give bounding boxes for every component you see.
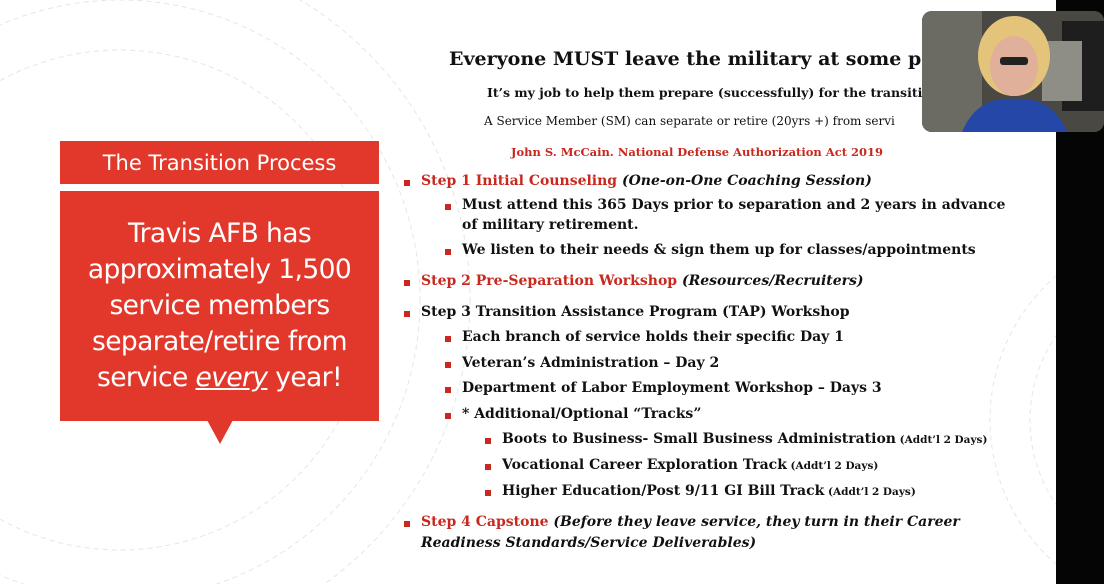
track-item — [502, 483, 916, 499]
step-bullet — [404, 521, 410, 527]
callout-text: service — [96, 362, 196, 393]
callout-line: separate/retire from — [91, 326, 347, 357]
step-1-item: We listen to their needs & sign them up for classes/appointments — [462, 242, 976, 258]
track-name: Vocational Career Exploration Track — [502, 457, 787, 473]
step-4-label: Step 4 Capstone — [421, 514, 549, 530]
step-4-detail: (Before they leave service, they turn in their Career — [548, 514, 960, 530]
item-bullet — [445, 336, 451, 342]
track-bullet — [485, 464, 491, 470]
step-1-item: Must attend this 365 Days prior to separation and 2 years in advance — [462, 197, 1006, 213]
callout-line: service members — [109, 290, 330, 321]
callout-line: approximately 1,500 — [87, 254, 352, 285]
track-note: (Addt’l 2 Days) — [824, 486, 916, 498]
track-name: Higher Education/Post 9/11 GI Bill Track — [502, 483, 825, 499]
slide-subtitle: It’s my job to help them prepare (successfully) for the transiti — [487, 85, 923, 100]
step-2-label: Step 2 Pre-Separation Workshop — [421, 273, 678, 289]
slide-note: A Service Member (SM) can separate or retire (20yrs +) from servi — [484, 114, 895, 128]
step-1-item-cont: of military retirement. — [462, 217, 639, 233]
step-bullet — [404, 311, 410, 317]
step-1 — [421, 173, 872, 189]
item-bullet — [445, 204, 451, 210]
step-1-label: Step 1 Initial Counseling — [421, 173, 618, 189]
callout-line: Travis AFB has — [127, 218, 312, 249]
track-item — [502, 457, 878, 473]
item-bullet — [445, 249, 451, 255]
step-bullet — [404, 280, 410, 286]
callout-emphasis: every — [195, 362, 268, 393]
track-name: Boots to Business- Small Business Administration — [502, 431, 896, 447]
step-4-detail-cont: Readiness Standards/Service Deliverables) — [421, 535, 757, 551]
step-1-detail: (One-on-One Coaching Session) — [617, 173, 872, 189]
callout-pointer — [207, 420, 233, 444]
callout-line — [60, 360, 379, 396]
step-3-item: Each branch of service holds their specific Day 1 — [462, 329, 844, 345]
track-note: (Addt’l 2 Days) — [895, 434, 988, 446]
step-3-item: * Additional/Optional “Tracks” — [462, 406, 702, 422]
step-bullet — [404, 180, 410, 186]
presenter-video — [922, 11, 1104, 132]
step-3-item: Veteran’s Administration – Day 2 — [462, 355, 720, 371]
step-2 — [421, 273, 864, 289]
stat-callout — [60, 191, 379, 421]
track-note: (Addt’l 2 Days) — [786, 460, 879, 472]
step-3-item: Department of Labor Employment Workshop – Days 3 — [462, 380, 882, 396]
step-4 — [421, 514, 960, 530]
track-bullet — [485, 490, 491, 496]
section-title: The Transition Process — [60, 141, 379, 184]
presenter-avatar-icon — [922, 11, 1104, 132]
act-reference: John S. McCain. National Defense Authorization Act 2019 — [511, 145, 884, 159]
track-bullet — [485, 438, 491, 444]
slide-headline: Everyone MUST leave the military at some p — [449, 48, 922, 70]
callout-text: year! — [267, 362, 342, 393]
step-3-label: Step 3 Transition Assistance Program (TAP) Workshop — [421, 304, 850, 320]
step-2-detail: (Resources/Recruiters) — [677, 273, 864, 289]
item-bullet — [445, 387, 451, 393]
item-bullet — [445, 413, 451, 419]
item-bullet — [445, 362, 451, 368]
track-item — [502, 431, 987, 447]
